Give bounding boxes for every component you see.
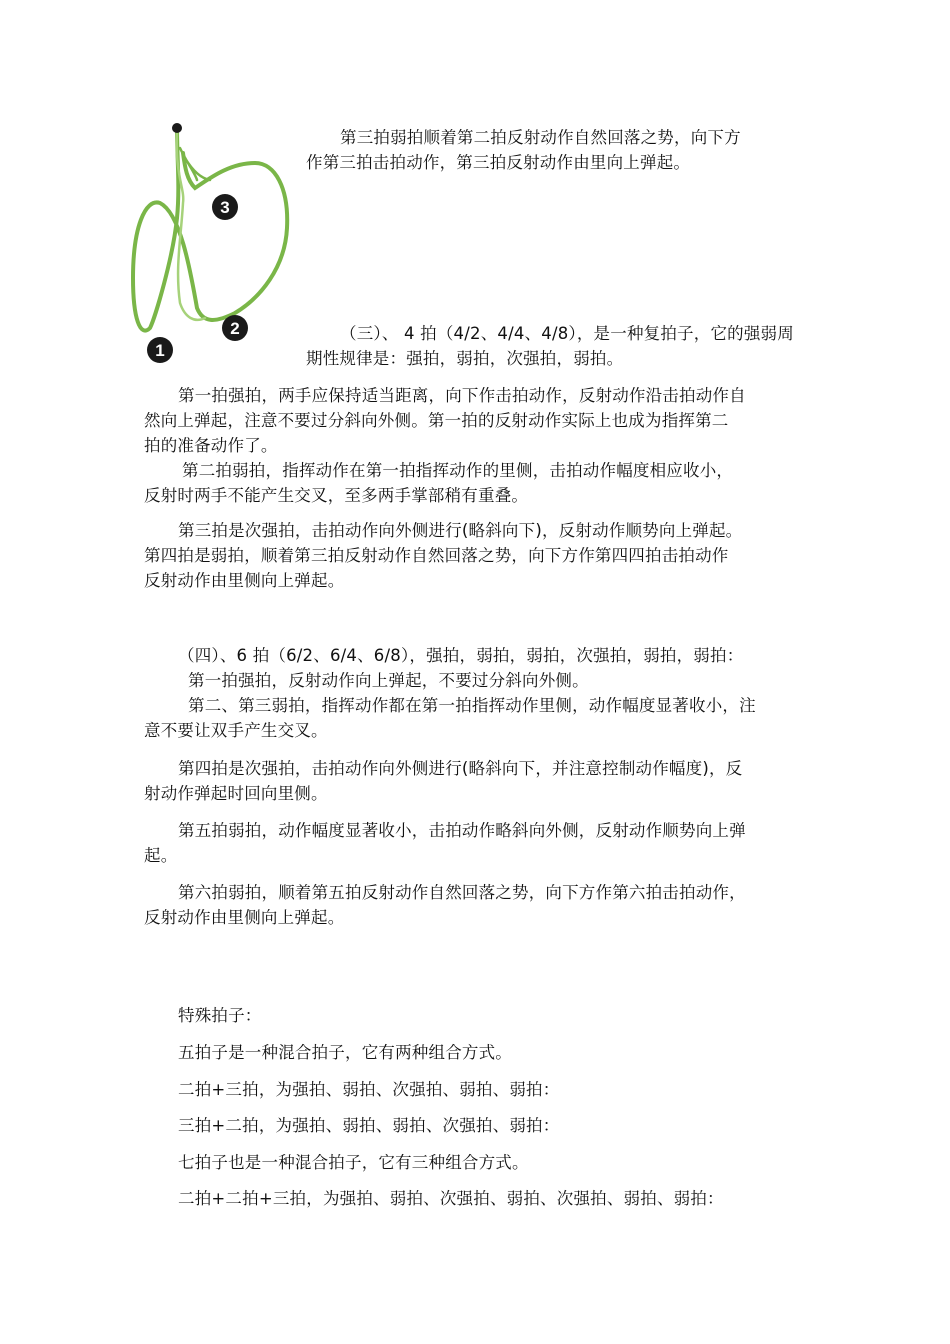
trajectory-inner-line: [177, 130, 205, 320]
trajectory-line: [133, 128, 287, 331]
text-line: 第一拍强拍，反射动作向上弹起，不要过分斜向外侧。: [188, 671, 589, 690]
text-line: 然向上弹起，注意不要过分斜向外侧。第一拍的反射动作实际上也成为指挥第二: [144, 411, 729, 430]
section-heading-special-meters: 特殊拍子：: [178, 1006, 262, 1025]
text-line: 二拍+二拍+三拍，为强拍、弱拍、次强拍、弱拍、次强拍、弱拍、弱拍：: [178, 1189, 724, 1208]
text-line: 二拍+三拍，为强拍、弱拍、次强拍、弱拍、弱拍：: [178, 1080, 560, 1099]
text-line: 第一拍强拍，两手应保持适当距离，向下作击拍动作，反射动作沿击拍动作自: [178, 386, 746, 405]
svg-text:1: 1: [155, 341, 165, 360]
text-line: 第二、第三弱拍，指挥动作都在第一拍指挥动作里侧，动作幅度显著收小，注: [188, 696, 756, 715]
start-dot: [172, 123, 182, 133]
section-heading-4-beat: （三）、 4 拍（4/2、4/4、4/8），是一种复拍子，它的强弱周: [340, 324, 794, 343]
beat-marker-3: [212, 194, 238, 220]
beat-marker-1: [147, 337, 173, 363]
text-line: 第四拍是弱拍，顺着第三拍反射动作自然回落之势，向下方作第四四拍击拍动作: [144, 546, 729, 565]
beat-marker-2: [222, 315, 248, 341]
svg-text:3: 3: [220, 198, 230, 217]
text-line: 三拍+二拍，为强拍、弱拍、弱拍、次强拍、弱拍：: [178, 1116, 560, 1135]
text-line: 意不要让双手产生交叉。: [144, 721, 328, 740]
text-line: 第三拍弱拍顺着第二拍反射动作自然回落之势，向下方: [340, 128, 741, 147]
text-line: 射动作弹起时回向里侧。: [144, 784, 328, 803]
text-line: 期性规律是：强拍，弱拍，次强拍，弱拍。: [306, 349, 624, 368]
text-line: 第四拍是次强拍，击拍动作向外侧进行(略斜向下，并注意控制动作幅度)，反: [178, 759, 743, 778]
text-line: 拍的准备动作了。: [144, 436, 278, 455]
section-heading-6-beat: （四）、6 拍（6/2、6/4、6/8），强拍，弱拍，弱拍，次强拍，弱拍，弱拍：: [178, 646, 744, 665]
text-line: 反射动作由里侧向上弹起。: [144, 571, 345, 590]
text-line: 五拍子是一种混合拍子，它有两种组合方式。: [178, 1043, 512, 1062]
text-line: 第五拍弱拍，动作幅度显著收小，击拍动作略斜向外侧，反射动作顺势向上弹: [178, 821, 746, 840]
text-line: 反射动作由里侧向上弹起。: [144, 908, 345, 927]
text-line: 第二拍弱拍，指挥动作在第一拍指挥动作的里侧，击拍动作幅度相应收小，: [182, 461, 734, 480]
text-line: 第三拍是次强拍，击拍动作向外侧进行(略斜向下)，反射动作顺势向上弹起。: [178, 521, 743, 540]
text-line: 作第三拍击拍动作，第三拍反射动作由里向上弹起。: [306, 153, 691, 172]
beat-pattern-diagram: [125, 118, 305, 368]
text-line: 第六拍弱拍，顺着第五拍反射动作自然回落之势，向下方作第六拍击拍动作，: [178, 883, 746, 902]
text-line: 七拍子也是一种混合拍子，它有三种组合方式。: [178, 1153, 529, 1172]
svg-text:2: 2: [230, 319, 240, 338]
text-line: 反射时两手不能产生交叉，至多两手掌部稍有重叠。: [144, 486, 529, 505]
text-line: 起。: [144, 846, 178, 865]
